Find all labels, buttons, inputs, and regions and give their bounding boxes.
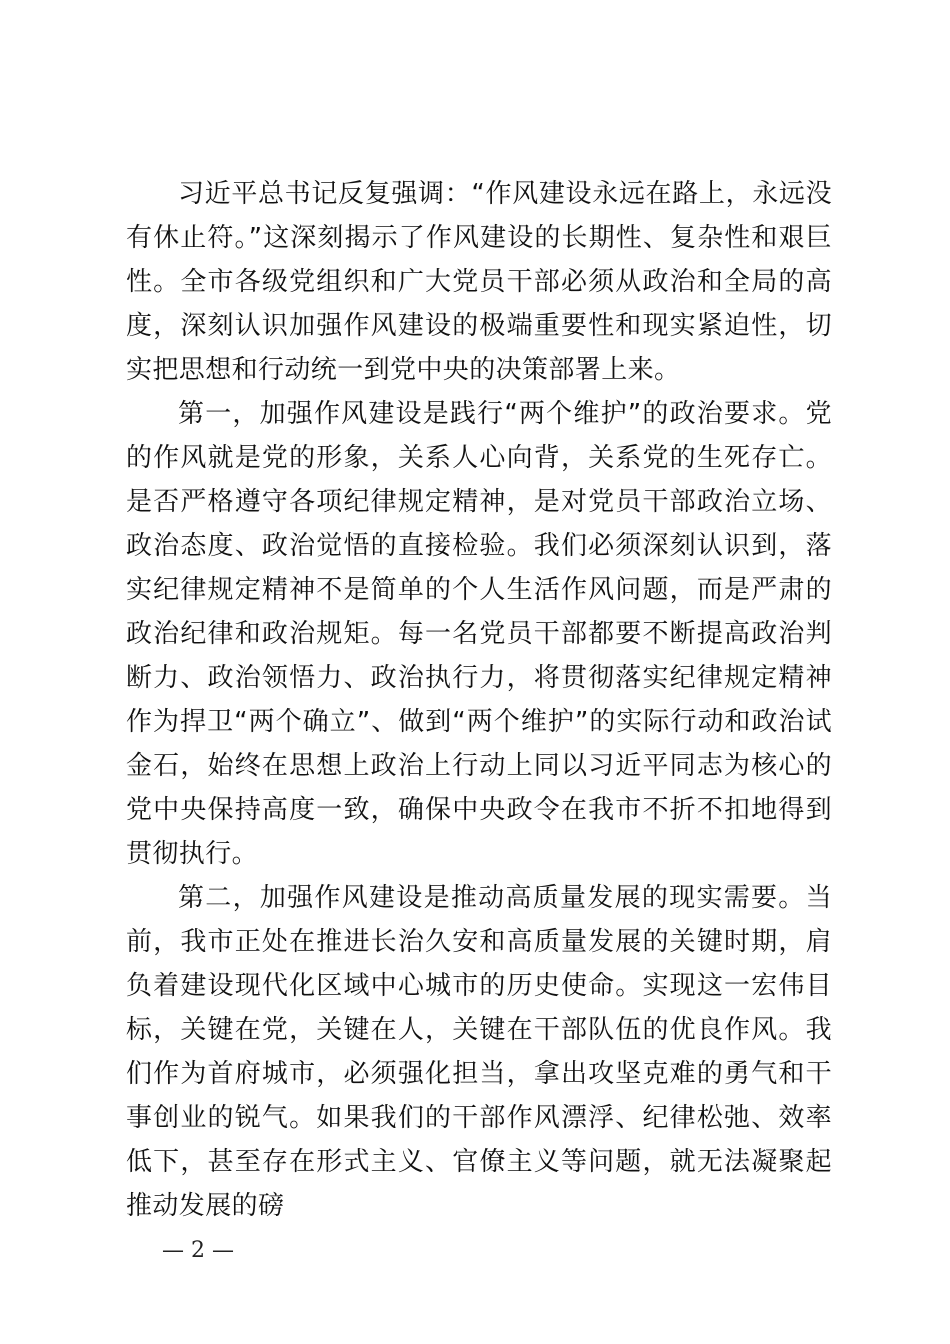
body-text [126,172,832,1228]
paragraph-intro: 习近平总书记反复强调：“作风建设永远在路上，永远没有休止符。”这深刻揭示了作风建设的长期性、复杂性和艰巨性。全市各级党组织和广大党员干部必须从政治和全局的高度，深刻认识加强作风建设的极端重要性和现实紧迫性，切实把思想和行动统一到党中央的决策部署上来。 [126,179,832,385]
page-number: — 2 — [162,1238,234,1263]
paragraph-first-point: 第一，加强作风建设是践行“两个维护”的政治要求。党的作风就是党的形象，关系人心向背，关系党的生死存亡。是否严格遵守各项纪律规定精神，是对党员干部政治立场、政治态度、政治觉悟的直接检验。我们必须深刻认识到，落实纪律规定精神不是简单的个人生活作风问题，而是严肃的政治纪律和政治规矩。每一名党员干部都要不断提高政治判断力、政治领悟力、政治执行力，将贯彻落实纪律规定精神作为捍卫“两个确立”、做到“两个维护”的实际行动和政治试金石，始终在思想上政治上行动上同以习近平同志为核心的党中央保持高度一致，确保中央政令在我市不折不扣地得到贯彻执行。 [126,399,832,869]
paragraph-second-point: 第二，加强作风建设是推动高质量发展的现实需要。当前，我市正处在推进长治久安和高质量发展的关键时期，肩负着建设现代化区域中心城市的历史使命。实现这一宏伟目标，关键在党，关键在人，关键在干部队伍的优良作风。我们作为首府城市，必须强化担当，拿出攻坚克难的勇气和干事创业的锐气。如果我们的干部作风漂浮、纪律松弛、效率低下，甚至存在形式主义、官僚主义等问题，就无法凝聚起推动发展的磅 [126,883,832,1221]
